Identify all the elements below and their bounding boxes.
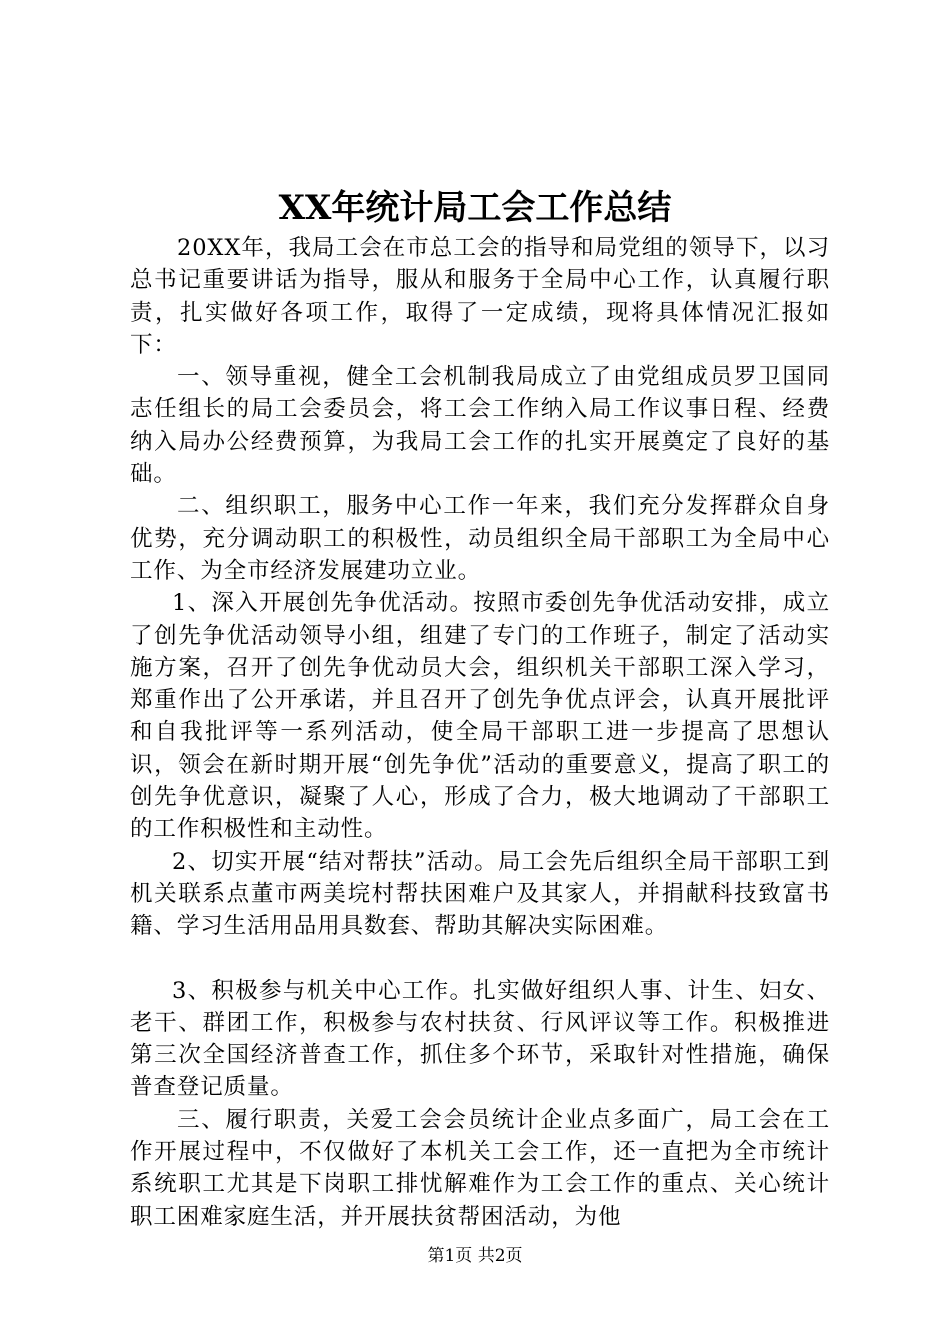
paragraph-item-2: 2、切实开展“结对帮扶”活动。局工会先后组织全局干部职工到机关联系点董市两美垸村帮扶困难户及其家人，并捐献科技致富书籍、学习生活用品用具数套、帮助其解决实际困难。 xyxy=(130,848,830,940)
page-footer: 第1页 共2页 xyxy=(427,1246,523,1266)
paragraph-item-3: 3、积极参与机关中心工作。扎实做好组织人事、计生、妇女、老干、群团工作，积极参与农村扶贫、行风评议等工作。积极推进第三次全国经济普查工作，抓住多个环节，采取针对性措施，确保普查登记质量。 xyxy=(130,977,830,1101)
paragraph-intro: 20XX年，我局工会在市总工会的指导和局党组的领导下，以习总书记重要讲话为指导，服从和服务于全局中心工作，认真履行职责，扎实做好各项工作，取得了一定成绩，现将具体情况汇报如下： xyxy=(130,235,830,358)
document-title: XX年统计局工会工作总结 xyxy=(278,188,672,228)
paragraph-section-1: 一、领导重视，健全工会机制我局成立了由党组成员罗卫国同志任组长的局工会委员会，将工会工作纳入局工作议事日程、经费纳入局办公经费预算，为我局工会工作的扎实开展奠定了良好的基础。 xyxy=(130,364,830,488)
blank-line xyxy=(130,943,830,975)
document-body xyxy=(130,232,830,1233)
paragraph-section-2: 二、组织职工，服务中心工作一年来，我们充分发挥群众自身优势，充分调动职工的积极性，动员组织全局干部职工为全局中心工作、为全市经济发展建功立业。 xyxy=(130,493,830,584)
paragraph-section-3: 三、履行职责，关爱工会会员统计企业点多面广，局工会在工作开展过程中，不仅做好了本机关工会工作，还一直把为全市统计系统职工尤其是下岗职工排忧解难作为工会工作的重点、关心统计职工困难家庭生活，并开展扶贫帮困活动，为他 xyxy=(130,1106,830,1230)
paragraph-item-1: 1、深入开展创先争优活动。按照市委创先争优活动安排，成立了创先争优活动领导小组，组建了专门的工作班子，制定了活动实施方案，召开了创先争优动员大会，组织机关干部职工深入学习，郑重作出了公开承诺，并且召开了创先争优点评会，认真开展批评和自我批评等一系列活动，使全局干部职工进一步提高了思想认识，领会在新时期开展“创先争优”活动的重要意义，提高了职工的创先争优意识，凝聚了人心，形成了合力，极大地调动了干部职工的工作积极性和主动性。 xyxy=(130,590,830,843)
